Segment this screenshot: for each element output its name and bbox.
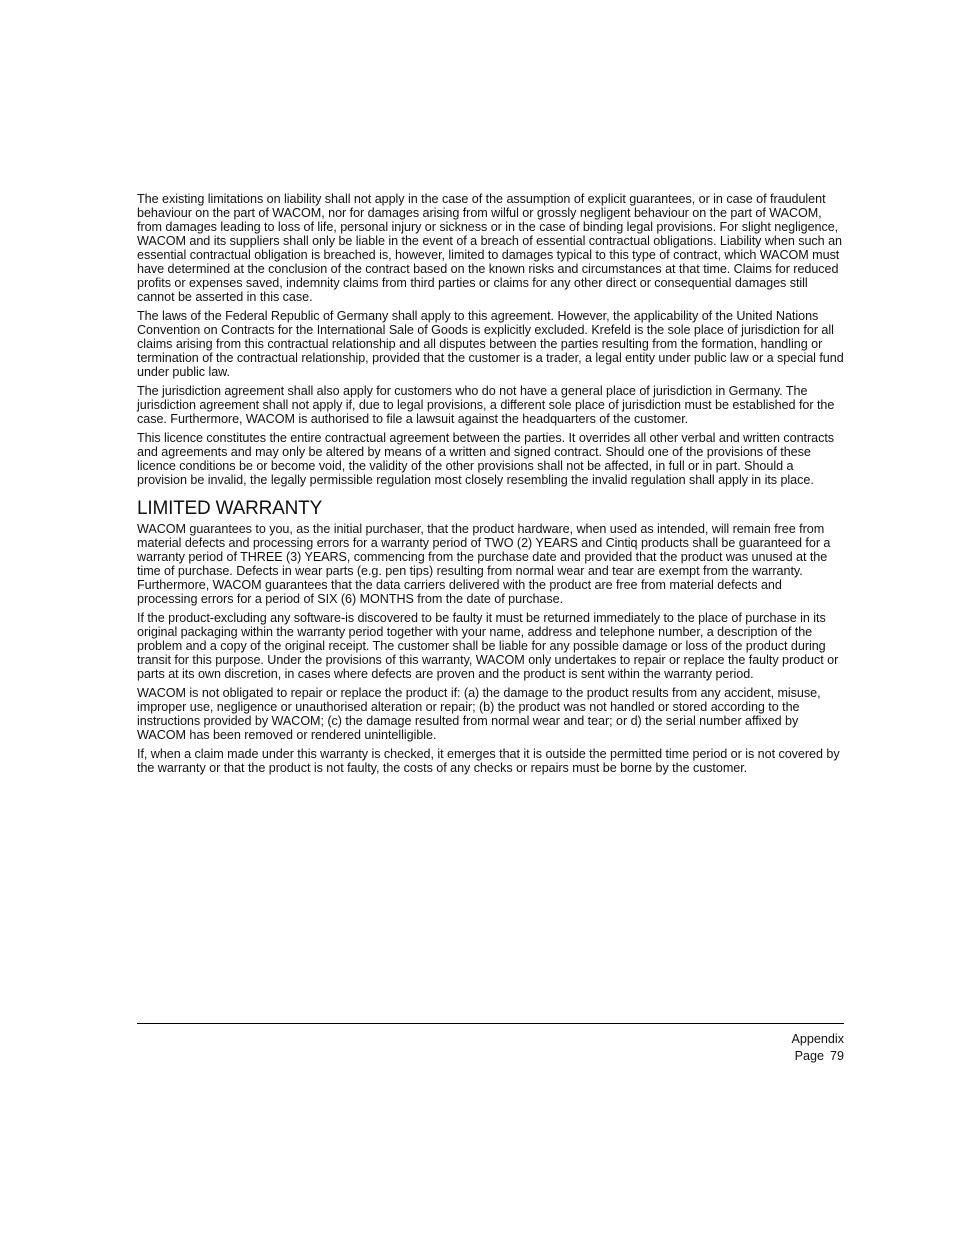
warranty-return-paragraph: If the product-excluding any software-is discovered to be faulty it must be returned immediately to the place of purchase in its original packaging within the warranty period together with your name, address and telephone number, a description of the problem and a copy of the original receipt. The customer shall be liable for any possible damage or loss of the product during transit for this purpose. Under the provisions of this warranty, WACOM only undertakes to repair or replace the faulty product or parts at its own discretion, in cases where defects are proven and the product is sent within the warranty period.: [137, 611, 839, 681]
warranty-exclusions-paragraph: WACOM is not obligated to repair or replace the product if: (a) the damage to the product results from any accident, misuse, improper use, negligence or unauthorised alteration or repair; (b) the product was not handled or stored according to the instructions provided by WACOM; (c) the damage resulted from normal wear and tear; or d) the serial number affixed by WACOM has been removed or rendered unintelligible.: [137, 686, 821, 742]
entire-agreement-paragraph: This licence constitutes the entire contractual agreement between the parties. It overrides all other verbal and written contracts and agreements and may only be altered by means of a written and signed contract. Should one of the provisions of these licence conditions be or become void, the validity of the other provisions shall not be affected, in full or in part. Should a provision be invalid, the legally permissible regulation most closely resembling the invalid regulation shall apply in its place.: [137, 431, 835, 487]
footer-section-label: Appendix: [791, 1032, 844, 1046]
footer-page-line: [791, 1048, 844, 1065]
page-content: [137, 192, 844, 780]
page-footer: [791, 1031, 844, 1065]
jurisdiction-paragraph: The jurisdiction agreement shall also apply for customers who do not have a general place of jurisdiction in Germany. The jurisdiction agreement shall not apply if, due to legal provisions, a different sole place of jurisdiction must be established for the case. Furthermore, WACOM is authorised to file a lawsuit against the headquarters of the customer.: [137, 384, 835, 426]
footer-page-label: Page: [794, 1049, 824, 1063]
warranty-period-paragraph: WACOM guarantees to you, as the initial purchaser, that the product hardware, when used as intended, will remain free from material defects and processing errors for a warranty period of TWO (2) YEARS and Cintiq products shall be guaranteed for a warranty period of THREE (3) YEARS, commencing from the purchase date and provided that the product was unused at the time of purchase. Defects in wear parts (e.g. pen tips) resulting from normal wear and tear are exempt from the warranty. Furthermore, WACOM guarantees that the data carriers delivered with the product are free from material defects and processing errors for a period of SIX (6) MONTHS from the date of purchase.: [137, 522, 831, 606]
liability-exceptions-paragraph: The existing limitations on liability shall not apply in the case of the assumption of explicit guarantees, or in case of fraudulent behaviour on the part of WACOM, nor for damages arising from wilful or grossly negligent behaviour on the part of WACOM, from damages leading to loss of life, personal injury or sickness or in the case of binding legal provisions. For slight negligence, WACOM and its suppliers shall only be liable in the event of a breach of essential contractual obligations. Liability when such an essential contractual obligation is breached is, however, limited to damages typical to this type of contract, which WACOM must have determined at the conclusion of the contract based on the known risks and circumstances at that time. Claims for reduced profits or expenses saved, indemnity claims from third parties or claims for any other direct or consequential damages still cannot be asserted in this case.: [137, 192, 842, 304]
warranty-costs-paragraph: If, when a claim made under this warranty is checked, it emerges that it is outside the permitted time period or is not covered by the warranty or that the product is not faulty, the costs of any checks or repairs must be borne by the customer.: [137, 747, 840, 775]
footer-page-number: 79: [829, 1049, 844, 1063]
governing-law-paragraph: The laws of the Federal Republic of Germany shall apply to this agreement. However, the applicability of the United Nations Convention on Contracts for the International Sale of Goods is explicitly excluded. Krefeld is the sole place of jurisdiction for all claims arising from this contractual relationship and all disputes between the parties resulting from the formation, handling or termination of the contractual relationship, provided that the customer is a trader, a legal entity under public law or a special fund under public law.: [137, 309, 844, 379]
footer-divider: [137, 1023, 844, 1024]
limited-warranty-heading: LIMITED WARRANTY: [137, 498, 323, 519]
